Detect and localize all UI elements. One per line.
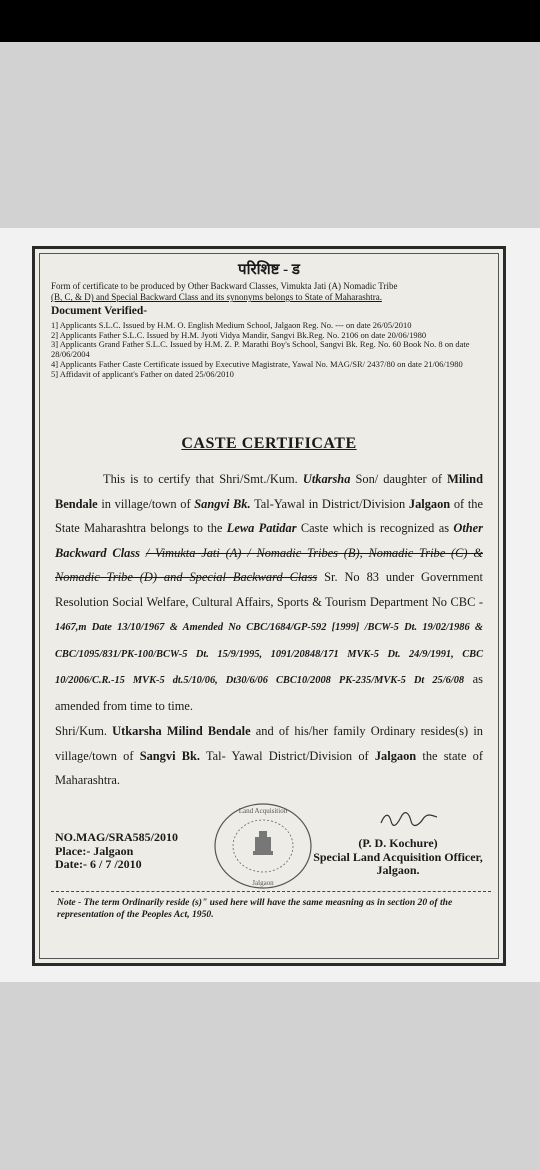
- document-item: 3] Applicants Grand Father S.L.C. Issued by H.M. Z. P. Marathi Boy's School, Sangvi Bk. Reg. No. 60 Book No. 8 on date 28/06/2004: [51, 339, 470, 360]
- officer-title: Special Land Acquisition Officer,: [313, 849, 483, 864]
- body-part: in village/town of: [101, 496, 191, 511]
- residence-paragraph: [55, 719, 483, 793]
- caste-name: Lewa Patidar: [226, 521, 297, 535]
- official-seal: [211, 801, 315, 891]
- struck-categories: / Vimukta Jati (A) / Nomadic Tribes (B), Nomadic Tribe (C) & Nomadic Tribe (D) and Special Backward Class: [55, 545, 483, 584]
- resides-district: Jalgaon: [374, 748, 417, 763]
- resides-part: and of his/her family Ordinary resides(s) in village/town of: [55, 724, 483, 763]
- certificate-title: [35, 435, 503, 453]
- intro-line-1: Form of certificate to be produced by Other Backward Classes, Vimukta Jati (A) Nomadic Tribe: [51, 281, 398, 291]
- resides-part: Shri/Kum.: [55, 724, 107, 738]
- document-item: 4] Applicants Father Caste Certificate issued by Executive Magistrate, Yawal No. MAG/SR/ 2437/80 on date 21/06/1980: [51, 358, 463, 369]
- body-part: Son/ daughter of: [355, 472, 443, 486]
- reference-block: [55, 831, 178, 872]
- body-part: of the State Maharashtra belongs to the: [55, 496, 483, 535]
- resides-village: Sangvi Bk.: [139, 748, 200, 763]
- body-part: Caste which is recognized as: [300, 521, 450, 535]
- body-part: Sr. No 83 under Government Resolution Social Welfare, Cultural Affairs, Sports & Tourism Department No CBC -: [55, 570, 483, 609]
- reference-number: NO.MAG/SRA585/2010: [55, 830, 178, 844]
- caste-certificate: [32, 246, 506, 966]
- applicant-first-name: Utkarsha: [302, 472, 351, 486]
- reference-date: Date:- 6 / 7 /2010: [55, 857, 142, 871]
- body-part: as amended from time to time.: [55, 672, 483, 713]
- document-item: 5] Affidavit of applicant's Father on dated 25/06/2010: [51, 368, 234, 379]
- document-verified-title: Document Verified-: [51, 305, 148, 317]
- officer-name: (P. D. Kochure): [358, 836, 438, 850]
- appendix-title: परिशिष्ट - ड: [238, 262, 300, 278]
- document-item: 1] Applicants S.L.C. Issued by H.M. O. English Medium School, Jalgaon Reg. No. --- on date 26/05/2010: [51, 320, 412, 330]
- body-part: Tal-Yawal in District/Division: [254, 496, 406, 511]
- body-part: This is to certify that Shri/Smt./Kum.: [103, 472, 298, 486]
- note-divider: [51, 891, 491, 892]
- applicant-full-name: Utkarsha Milind Bendale: [112, 724, 251, 738]
- certificate-title-text: CASTE CERTIFICATE: [181, 435, 357, 452]
- category-name: Other Backward Class: [55, 521, 483, 560]
- resides-part: Tal- Yawal District/Division of: [205, 748, 369, 763]
- svg-text:Jalgaon: Jalgaon: [252, 879, 274, 887]
- reference-place: Place:- Jalgaon: [55, 843, 134, 858]
- document-item: 2] Applicants Father S.L.C. Issued by H.M. Jyoti Vidya Mandir, Sangvi Bk.Reg. No. 2106 on date 20/06/1980: [51, 329, 427, 340]
- gr-references: 1467,m Date 13/10/1967 & Amended No CBC/1684/GP-592 [1999] /BCW-5 Dt. 19/02/1986 & CBC/1095/831/PK-100/BCW-5 Dt. 15/9/1995, 1091/20848/171 MVK-5 Dt. 24/9/1991, CBC 10/2006/C.R.-15 MVK-5 dt.5/10/06, Dt30/6/06 CBC10/2008 PK-235/MVK-5 Dt 25/6/08: [55, 622, 483, 686]
- status-bar: [0, 0, 540, 42]
- village-name: Sangvi Bk.: [194, 496, 251, 511]
- document-verified-list: [51, 321, 487, 379]
- officer-block: [303, 837, 493, 878]
- district-name: Jalgaon: [408, 496, 451, 511]
- intro-text: [51, 281, 487, 303]
- intro-line-2: (B, C, & D) and Special Backward Class and its synonyms belongs to State of Maharashtra.: [51, 292, 382, 302]
- signature: [379, 811, 439, 829]
- officer-place: Jalgaon.: [376, 863, 420, 877]
- footnote: Note - The term Ordinarily reside (s)" used here will have the same measning as in section 20 of the representation of the Peoples Act, 1950.: [57, 897, 453, 920]
- certificate-body: [55, 467, 483, 718]
- svg-text:Land Acquisition: Land Acquisition: [238, 807, 288, 815]
- resides-part: the state of Maharashtra.: [55, 748, 483, 787]
- father-name: Milind Bendale: [55, 472, 483, 511]
